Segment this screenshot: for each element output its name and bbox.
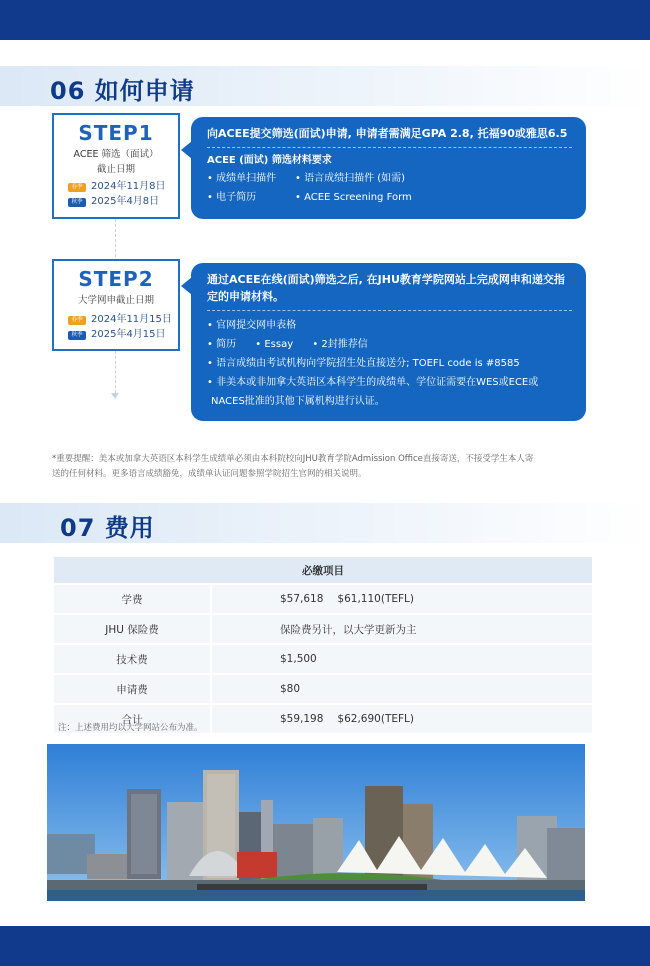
fee-note: 注：上述费用均以大学网站公布为准。 xyxy=(58,723,203,733)
table-row xyxy=(54,674,592,704)
requirement-item: • 2封推荐信 xyxy=(312,339,368,350)
notice-line: *重要提醒：美本或加拿大英语区本科学生成绩单必须由本科院校向JHU教育学院Admission Office直接寄送，不接受学生本人寄 xyxy=(52,454,534,464)
fee-value xyxy=(211,644,592,674)
fee-value xyxy=(211,584,592,614)
step2-subtitle: 大学网申截止日期 xyxy=(77,295,154,306)
fee-amount-tefl: $62,690(TEFL) xyxy=(337,713,414,725)
step2-card xyxy=(52,259,180,351)
step1-spring-date xyxy=(68,180,178,194)
fee-amount: $1,500 xyxy=(280,653,317,665)
fee-amount: $57,618 xyxy=(280,593,324,605)
fee-value xyxy=(211,704,592,733)
requirement-item: • 语言成绩由考试机构向学院招生处直接送分; TOEFL code is #8585 xyxy=(207,358,520,369)
section-07-title: 07 费用 xyxy=(60,514,155,542)
material-item: • 语言成绩扫描件 (如需) xyxy=(295,173,406,184)
divider xyxy=(207,310,572,311)
fee-amount: $59,198 xyxy=(280,713,324,725)
important-notice xyxy=(52,452,597,482)
connector-line xyxy=(115,351,116,393)
fee-label: 合计 xyxy=(54,704,211,733)
material-item: • 电子简历 xyxy=(207,192,257,203)
section-07-header xyxy=(0,503,650,543)
connector-line xyxy=(115,219,116,257)
table-row xyxy=(54,614,592,644)
date-text: 2024年11月8日 xyxy=(91,181,166,192)
table-header: 必缴项目 xyxy=(54,557,592,584)
table-row xyxy=(54,644,592,674)
step2-title: STEP2 xyxy=(78,267,154,291)
step1-subtitle: ACEE 筛选（面试） xyxy=(73,149,159,160)
fee-value xyxy=(211,614,592,644)
fall-tag: 秋季 xyxy=(68,198,86,207)
step1-callout xyxy=(191,117,586,219)
material-item: • ACEE Screening Form xyxy=(295,192,412,203)
step2-spring-date xyxy=(68,313,178,327)
date-text: 2025年4月15日 xyxy=(91,329,166,340)
bottom-banner xyxy=(0,926,650,966)
fee-label: JHU 保险费 xyxy=(54,614,211,644)
table-row xyxy=(54,584,592,614)
fee-table xyxy=(54,557,592,733)
step2-callout-heading: 通过ACEE在线(面试)筛选之后, 在JHU教育学院网站上完成网申和递交指 xyxy=(207,273,565,286)
step1-subtitle-2: 截止日期 xyxy=(96,164,135,175)
requirement-item: • 官网提交网申表格 xyxy=(207,320,297,331)
table-header-row xyxy=(54,557,592,584)
arrow-down-icon xyxy=(111,393,119,399)
divider xyxy=(207,147,572,148)
requirement-row xyxy=(207,335,572,354)
fee-label: 技术费 xyxy=(54,644,211,674)
step2-callout-heading-2: 定的申请材料。 xyxy=(207,290,284,303)
spring-tag: 春季 xyxy=(68,316,86,325)
requirement-item-continued: NACES批准的其他下属机构进行认证。 xyxy=(211,396,385,407)
date-text: 2025年4月8日 xyxy=(91,196,160,207)
fall-tag: 秋季 xyxy=(68,331,86,340)
step2-fall-date xyxy=(68,328,178,342)
step2-callout xyxy=(191,263,586,421)
fee-value xyxy=(211,674,592,704)
section-06-header xyxy=(0,66,650,106)
top-banner xyxy=(0,0,650,40)
fee-amount-tefl: $61,110(TEFL) xyxy=(337,593,414,605)
fee-label: 学费 xyxy=(54,584,211,614)
requirement-item: • 非美本或非加拿大英语区本科学生的成绩单、学位证需要在WES或ECE或 xyxy=(207,377,539,388)
city-skyline-photo xyxy=(47,744,585,901)
materials-row xyxy=(207,169,572,188)
step1-card xyxy=(52,113,180,219)
step1-callout-heading: 向ACEE提交筛选(面试)申请, 申请者需满足GPA 2.8, 托福90或雅思6.5 xyxy=(207,127,568,140)
requirement-item: • 简历 xyxy=(207,339,237,350)
step1-fall-date xyxy=(68,195,178,209)
fee-amount: $80 xyxy=(280,683,301,695)
section-06-title: 06 如何申请 xyxy=(50,77,195,105)
fee-amount: 保险费另计，以大学更新为主 xyxy=(280,623,417,636)
date-text: 2024年11月15日 xyxy=(91,314,172,325)
materials-row xyxy=(207,188,572,207)
notice-line: 送的任何材料。更多语言成绩豁免，成绩单认证问题参照学院招生官网的相关说明。 xyxy=(52,469,367,479)
spring-tag: 春季 xyxy=(68,183,86,192)
step1-callout-subheading: ACEE (面试) 筛选材料要求 xyxy=(207,155,332,166)
material-item: • 成绩单扫描件 xyxy=(207,173,277,184)
step1-title: STEP1 xyxy=(78,121,154,145)
fee-label: 申请费 xyxy=(54,674,211,704)
requirement-item: • Essay xyxy=(255,339,294,350)
